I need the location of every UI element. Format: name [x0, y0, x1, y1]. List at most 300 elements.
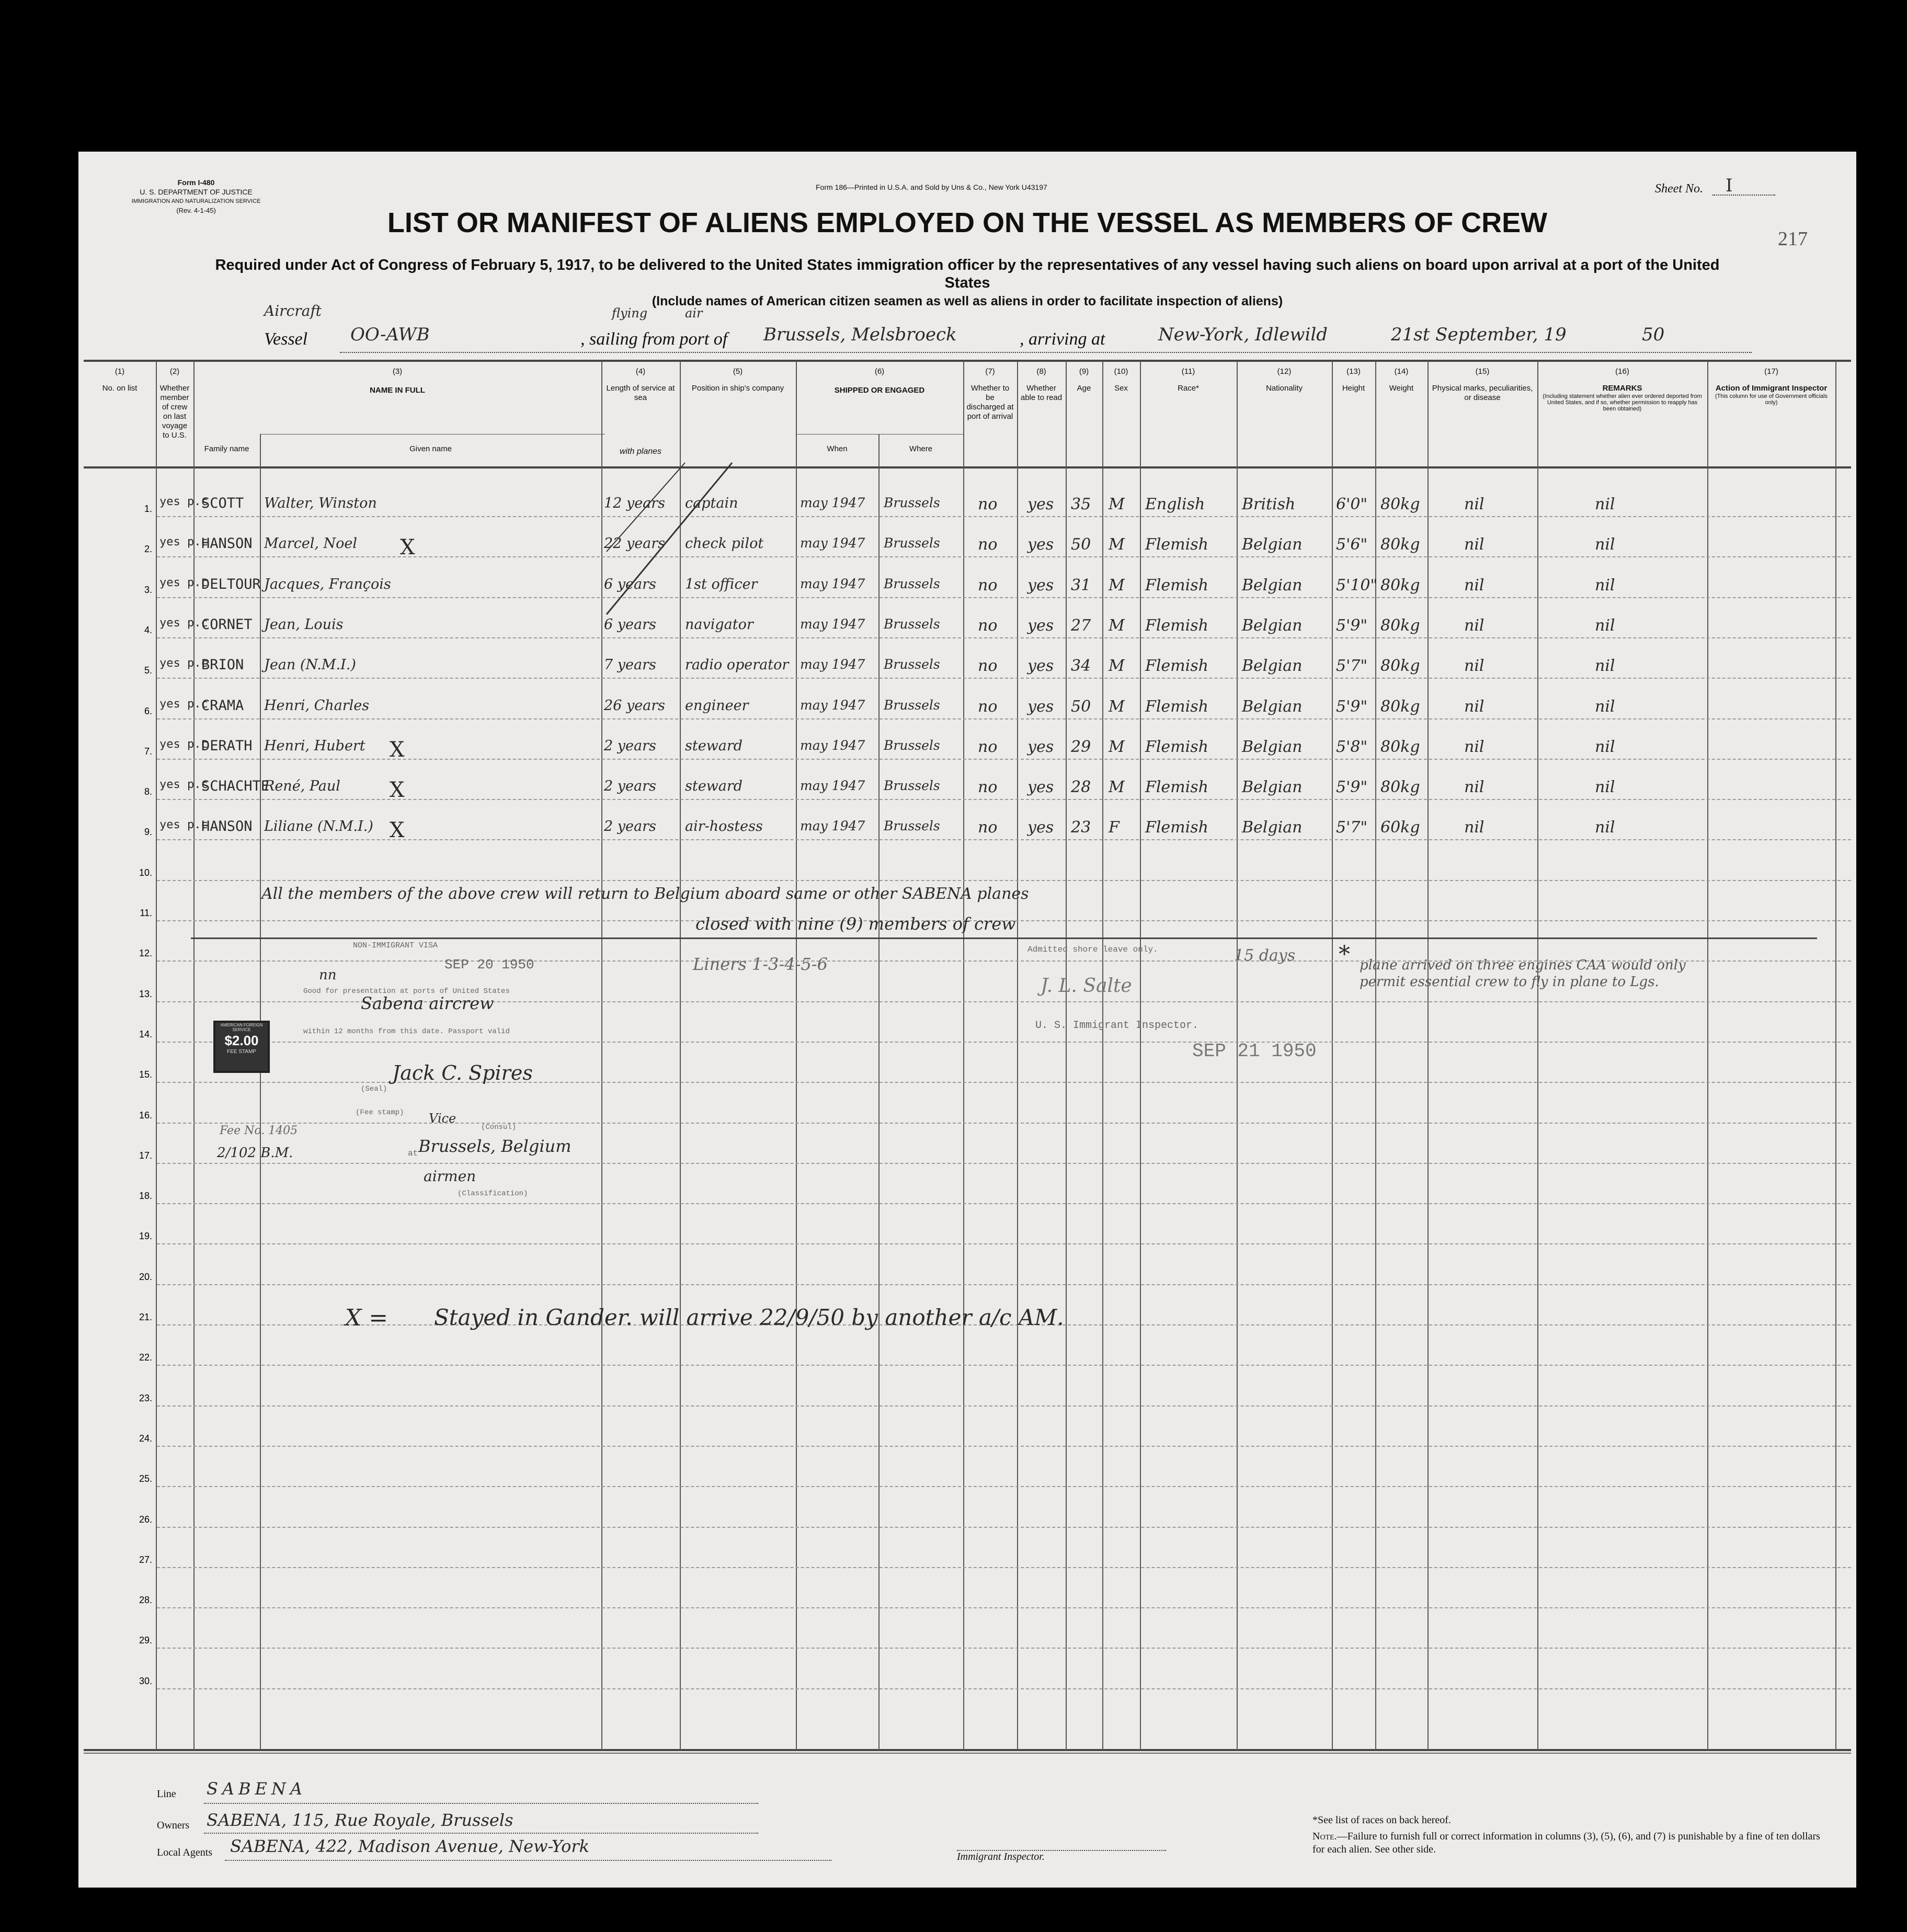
note-label: Note. — [1312, 1831, 1337, 1842]
column-divider — [796, 361, 797, 1751]
row-rule — [157, 1405, 1851, 1407]
crew-height: 5'6" — [1336, 535, 1368, 554]
crew-able-to-read: yes — [1027, 697, 1054, 716]
column-header — [1707, 367, 1835, 406]
crew-age: 29 — [1071, 737, 1091, 756]
column-divider — [193, 361, 195, 1751]
crew-shipped-when: may 1947 — [800, 495, 865, 510]
crew-shipped-where: Brussels — [884, 657, 940, 672]
crew-family-name: DELTOUR — [201, 576, 261, 592]
subtitle: Required under Act of Congress of February 5, 1917, to be delivered to the United States immigration officer by the representatives of any vessel having such aliens on board upon arrival at a port of the United States — [215, 257, 1720, 291]
crew-able-to-read: yes — [1027, 616, 1054, 635]
crew-position: air-hostess — [685, 818, 763, 835]
crew-race: Flemish — [1145, 535, 1208, 554]
crew-discharged: no — [978, 616, 998, 635]
row-rule — [157, 1123, 1851, 1124]
crew-shipped-where: Brussels — [884, 818, 940, 834]
row-number: 8. — [144, 786, 152, 797]
column-header — [1066, 367, 1102, 393]
crew-able-to-read: yes — [1027, 657, 1054, 676]
visa-no: nn — [319, 967, 337, 983]
crew-sex: M — [1109, 495, 1125, 513]
row-number: 5. — [144, 665, 152, 676]
column-number: (1) — [115, 367, 125, 376]
footnote-text: Stayed in Gander. will arrive 22/9/50 by another a/c AM. — [434, 1305, 1064, 1330]
visa-header: NON-IMMIGRANT VISA — [353, 941, 438, 950]
fee-stamp-label: FEE STAMP — [227, 1049, 256, 1055]
column-header — [1375, 367, 1428, 393]
crew-shipped-when: may 1947 — [800, 576, 865, 591]
column-number: (8) — [1036, 367, 1046, 376]
row-number: 15. — [139, 1069, 152, 1080]
crew-able-to-read: yes — [1027, 535, 1054, 554]
line-label: Line — [157, 1788, 176, 1800]
page-title: LIST OR MANIFEST OF ALIENS EMPLOYED ON THE VESSEL AS MEMBERS OF CREW — [387, 207, 1548, 238]
aircraft-label: Aircraft — [264, 302, 322, 319]
manifest-sheet — [78, 152, 1856, 1888]
column-header — [1428, 367, 1537, 403]
crew-position: check pilot — [685, 535, 764, 552]
row-number: 1. — [144, 504, 152, 514]
inspection-date-stamp: SEP 21 1950 — [1192, 1041, 1317, 1062]
crew-given-name: Jean (N.M.I.) — [264, 657, 356, 673]
row-number: 18. — [139, 1191, 152, 1202]
column-number: (3) — [392, 367, 403, 376]
crew-able-to-read: yes — [1027, 495, 1054, 513]
crew-shipped-where: Brussels — [884, 697, 940, 713]
crew-height: 5'9" — [1336, 697, 1368, 716]
column-header — [1537, 367, 1707, 412]
crew-sex: F — [1109, 818, 1120, 837]
column-divider — [1102, 361, 1103, 1751]
column-number: (14) — [1394, 367, 1409, 376]
row-rule — [157, 516, 1851, 517]
column-label: Sex — [1114, 384, 1128, 393]
crew-discharged: no — [978, 495, 998, 513]
column-number: (13) — [1346, 367, 1361, 376]
row-rule — [157, 1527, 1851, 1528]
row-number: 13. — [139, 988, 152, 999]
service-note: with planes — [619, 447, 662, 456]
crew-able-to-read: yes — [1027, 737, 1054, 756]
crew-race: Flemish — [1145, 616, 1208, 635]
row-rule — [157, 1042, 1851, 1043]
sheet-line — [1712, 195, 1775, 196]
crew-sex: M — [1109, 616, 1125, 635]
crew-physical-marks: nil — [1464, 657, 1485, 676]
crew-last-voyage: yes p.c — [159, 818, 208, 832]
crew-age: 23 — [1071, 818, 1091, 837]
crew-family-name: CORNET — [201, 616, 253, 633]
column-number: (5) — [733, 367, 743, 376]
crew-weight: 80kg — [1380, 657, 1420, 676]
crew-given-name: Henri, Charles — [264, 697, 370, 714]
row-number: 2. — [144, 544, 152, 555]
row-rule — [157, 1203, 1851, 1204]
row-rule — [157, 1648, 1851, 1649]
column-subnote: (This column for use of Government officials only) — [1715, 393, 1828, 406]
crew-race: English — [1145, 495, 1205, 513]
crew-height: 5'10" — [1336, 576, 1378, 595]
crew-height: 5'8" — [1336, 737, 1368, 756]
column-label: Length of service at sea — [606, 384, 675, 402]
column-label: Whether to be discharged at port of arrival — [966, 384, 1014, 421]
crew-family-name: HANSON — [201, 818, 253, 835]
crew-weight: 80kg — [1380, 535, 1420, 554]
crew-given-name: Liliane (N.M.I.) — [264, 818, 373, 835]
crew-race: Flemish — [1145, 818, 1208, 837]
crew-nationality: Belgian — [1242, 818, 1303, 837]
crew-race: Flemish — [1145, 697, 1208, 716]
crew-weight: 80kg — [1380, 616, 1420, 635]
agents-value: SABENA, 422, Madison Avenue, New-York — [230, 1836, 590, 1856]
arriving-value: New-York, Idlewild — [1158, 324, 1328, 345]
row-number: 3. — [144, 584, 152, 595]
crew-position: navigator — [685, 616, 753, 633]
column-divider — [1537, 361, 1538, 1751]
row-rule — [157, 880, 1851, 881]
crew-discharged: no — [978, 576, 998, 595]
column-header — [1017, 367, 1066, 403]
crew-race: Flemish — [1145, 737, 1208, 756]
crew-shipped-where: Brussels — [884, 535, 940, 551]
fee-stamp-title: AMERICAN FOREIGN SERVICE — [220, 1023, 263, 1032]
crew-remarks: nil — [1595, 818, 1615, 837]
column-divider — [1066, 361, 1067, 1751]
crew-service: 26 years — [604, 697, 666, 714]
crew-sex: M — [1109, 737, 1125, 756]
visa-seal-label: (Seal) — [361, 1085, 387, 1093]
owners-label: Owners — [157, 1820, 190, 1831]
crew-remarks: nil — [1595, 737, 1615, 756]
crew-last-voyage: yes p.c — [159, 657, 208, 670]
crew-remarks: nil — [1595, 778, 1615, 797]
crew-service: 6 years — [604, 616, 656, 633]
service: IMMIGRATION AND NATURALIZATION SERVICE — [131, 198, 261, 204]
row-rule — [157, 1446, 1851, 1447]
crew-last-voyage: yes p.c — [159, 778, 208, 792]
crew-race: Flemish — [1145, 778, 1208, 797]
column-subheader: Given name — [409, 444, 452, 453]
sailing-label: , sailing from port of — [580, 329, 728, 349]
column-label: Position in ship's company — [691, 384, 784, 393]
row-rule — [157, 1607, 1851, 1608]
column-divider — [1428, 361, 1429, 1751]
footer-inspector-label: Immigrant Inspector. — [957, 1851, 1045, 1862]
row-number: 21. — [139, 1312, 152, 1322]
crew-x-mark: X — [390, 737, 405, 762]
crew-shipped-when: may 1947 — [800, 778, 865, 794]
crew-race: Flemish — [1145, 657, 1208, 676]
crew-discharged: no — [978, 818, 998, 837]
row12-note: Liners 1-3-4-5-6 — [693, 954, 828, 974]
crew-service: 2 years — [604, 778, 656, 795]
crew-discharged: no — [978, 778, 998, 797]
crew-given-name: Walter, Winston — [264, 495, 377, 511]
column-header — [156, 367, 193, 440]
column-number: (10) — [1114, 367, 1128, 376]
column-label: Whether member of crew on last voyage to U.S. — [159, 384, 190, 440]
column-divider — [156, 361, 157, 1751]
visa-vice: Vice — [429, 1111, 456, 1126]
crew-sex: M — [1109, 535, 1125, 554]
crew-given-name: Henri, Hubert — [264, 737, 366, 754]
crew-remarks: nil — [1595, 535, 1615, 554]
column-number: (16) — [1615, 367, 1629, 376]
from-value: Brussels, Melsbroeck — [763, 324, 957, 345]
inspector-signature: J. L. Salte — [1041, 975, 1132, 997]
crew-shipped-when: may 1947 — [800, 818, 865, 834]
flying-label: flying — [612, 306, 648, 321]
crew-nationality: Belgian — [1242, 657, 1303, 676]
row10-note: All the members of the above crew will return to Belgium aboard same or other SABENA planes — [261, 885, 1029, 903]
name-subheader-line — [260, 434, 605, 435]
visa-city: Brussels, Belgium — [418, 1136, 572, 1156]
race-note: *See list of races on back hereof. — [1312, 1814, 1451, 1826]
crew-height: 5'7" — [1336, 657, 1368, 676]
column-header — [796, 367, 963, 395]
row-number: 7. — [144, 746, 152, 757]
column-label: Race* — [1178, 384, 1199, 393]
crew-discharged: no — [978, 535, 998, 554]
row-number: 10. — [139, 867, 152, 878]
column-number: (9) — [1079, 367, 1089, 376]
crew-service: 6 years — [604, 576, 656, 592]
row-rule — [157, 1688, 1851, 1689]
crew-weight: 80kg — [1380, 495, 1420, 513]
column-divider — [1375, 361, 1376, 1751]
row-rule — [157, 1163, 1851, 1164]
crew-shipped-when: may 1947 — [800, 737, 865, 753]
column-label: Physical marks, peculiarities, or disease — [1432, 384, 1533, 402]
form-number: Form I-480 — [177, 178, 215, 187]
crew-physical-marks: nil — [1464, 737, 1485, 756]
row11-note: closed with nine (9) members of crew — [695, 914, 1016, 934]
row-number: 16. — [139, 1110, 152, 1121]
crew-service: 12 years — [604, 495, 666, 511]
row-number: 20. — [139, 1271, 152, 1282]
column-label: Nationality — [1265, 384, 1303, 393]
column-subnote: (Including statement whether alien ever ordered deported from United States, and if so, whether permission to reapply has been obtained) — [1543, 393, 1702, 412]
crew-physical-marks: nil — [1464, 778, 1485, 797]
column-divider — [1017, 361, 1018, 1751]
sheet-label: Sheet No. — [1655, 182, 1703, 196]
column-number: (11) — [1181, 367, 1195, 376]
column-label: Whether able to read — [1020, 384, 1063, 402]
instruction-note: (Include names of American citizen seamen as well as aliens in order to facilitate inspection of aliens) — [652, 294, 1283, 308]
crew-shipped-where: Brussels — [884, 737, 940, 753]
crew-sex: M — [1109, 657, 1125, 676]
column-header — [680, 367, 796, 393]
crew-last-voyage: yes p.c — [159, 535, 208, 549]
crew-last-voyage: yes p.c — [159, 697, 208, 711]
visa-date: SEP 20 1950 — [444, 957, 534, 973]
crew-able-to-read: yes — [1027, 818, 1054, 837]
crew-family-name: CRAMA — [201, 697, 244, 714]
row-rule — [157, 1284, 1851, 1285]
column-label: Age — [1077, 384, 1091, 393]
column-header — [963, 367, 1017, 421]
vessel-value: OO-AWB — [350, 324, 430, 345]
column-header — [1332, 367, 1375, 393]
crew-service: 7 years — [604, 657, 656, 673]
column-divider — [878, 434, 880, 1751]
column-subheader: Family name — [204, 444, 249, 453]
crew-nationality: Belgian — [1242, 697, 1303, 716]
column-header — [193, 367, 601, 395]
crew-height: 5'9" — [1336, 616, 1368, 635]
shore-leave-stamp: Admitted shore leave only. — [1027, 945, 1158, 954]
sheet-number: I — [1726, 175, 1733, 196]
crew-last-voyage: yes p.c — [159, 616, 208, 630]
column-label: No. on list — [102, 384, 138, 393]
closing-line — [191, 938, 1817, 939]
row-number: 19. — [139, 1231, 152, 1242]
crew-physical-marks: nil — [1464, 697, 1485, 716]
crew-nationality: Belgian — [1242, 535, 1303, 554]
crew-position: engineer — [685, 697, 749, 714]
crew-age: 50 — [1071, 535, 1091, 554]
visa-line2: within 12 months from this date. Passport valid — [303, 1027, 510, 1036]
crew-height: 6'0" — [1336, 495, 1368, 513]
column-label: SHIPPED OR ENGAGED — [834, 386, 925, 395]
crew-service: 2 years — [604, 737, 656, 754]
crew-position: radio operator — [685, 657, 789, 673]
page-number: 217 — [1778, 228, 1808, 250]
crew-able-to-read: yes — [1027, 576, 1054, 595]
crew-remarks: nil — [1595, 576, 1615, 595]
crew-weight: 80kg — [1380, 576, 1420, 595]
crew-family-name: SCHACHTE — [201, 778, 270, 795]
line-underline — [204, 1803, 758, 1804]
remark-note: plane arrived on three engines CAA would only permit essential crew to fly in plane to Lgs. — [1360, 957, 1686, 990]
row-number: 26. — [139, 1514, 152, 1525]
fee-stamp-amount: $2.00 — [224, 1033, 259, 1048]
column-number: (2) — [169, 367, 180, 376]
row-rule — [157, 637, 1851, 638]
footnote-marker: X = — [345, 1305, 389, 1331]
row-number: 12. — [139, 948, 152, 959]
crew-nationality: Belgian — [1242, 616, 1303, 635]
crew-given-name: Marcel, Noel — [264, 535, 358, 552]
crew-shipped-when: may 1947 — [800, 535, 865, 551]
crew-physical-marks: nil — [1464, 818, 1485, 837]
fee-date: 2/102 B.M. — [217, 1145, 293, 1161]
crew-able-to-read: yes — [1027, 778, 1054, 797]
column-number: (17) — [1764, 367, 1778, 376]
crew-family-name: BRION — [201, 657, 244, 673]
column-number: (7) — [985, 367, 995, 376]
row-number: 23. — [139, 1392, 152, 1403]
arriving-label: , arriving at — [1020, 329, 1105, 349]
crew-nationality: Belgian — [1242, 737, 1303, 756]
crew-physical-marks: nil — [1464, 495, 1485, 513]
crew-service: 2 years — [604, 818, 656, 835]
crew-age: 28 — [1071, 778, 1091, 797]
inspector-stamp-label: U. S. Immigrant Inspector. — [1035, 1020, 1199, 1032]
crew-position: captain — [685, 495, 738, 511]
crew-last-voyage: yes p.c — [159, 495, 208, 508]
row-number: 6. — [144, 705, 152, 716]
crew-family-name: DERATH — [201, 737, 253, 754]
row-rule — [157, 1365, 1851, 1366]
row-number: 9. — [144, 827, 152, 838]
visa-classification-label: (Classification) — [458, 1190, 528, 1198]
visa-name: Sabena aircrew — [361, 993, 494, 1013]
column-label: Action of Immigrant Inspector — [1715, 384, 1828, 393]
owners-value: SABENA, 115, Rue Royale, Brussels — [207, 1810, 513, 1830]
column-label: Weight — [1389, 384, 1414, 393]
note-text: —Failure to furnish full or correct information in columns (3), (5), (6), and (7) is punishable by a fine of ten dollars for each alien. See other side. — [1312, 1831, 1820, 1855]
row-rule — [157, 678, 1851, 679]
crew-remarks: nil — [1595, 657, 1615, 676]
crew-shipped-where: Brussels — [884, 778, 940, 794]
crew-age: 34 — [1071, 657, 1091, 676]
visa-fee-label: (Fee stamp) — [356, 1108, 404, 1117]
column-header — [84, 367, 156, 393]
crew-shipped-where: Brussels — [884, 576, 940, 591]
column-number: (6) — [874, 367, 885, 376]
crew-weight: 80kg — [1380, 778, 1420, 797]
row-number: 4. — [144, 624, 152, 635]
crew-sex: M — [1109, 697, 1125, 716]
column-subheader: When — [827, 444, 848, 453]
crew-weight: 80kg — [1380, 737, 1420, 756]
crew-family-name: HANSON — [201, 535, 253, 552]
row-number: 29. — [139, 1635, 152, 1646]
crew-shipped-when: may 1947 — [800, 697, 865, 713]
crew-discharged: no — [978, 657, 998, 676]
crew-position: steward — [685, 737, 743, 754]
column-label: Height — [1342, 384, 1365, 393]
crew-weight: 60kg — [1380, 818, 1420, 837]
crew-sex: M — [1109, 576, 1125, 595]
column-header — [1237, 367, 1332, 393]
visa-line1: Good for presentation at ports of United States — [303, 987, 510, 996]
crew-last-voyage: yes p.c — [159, 737, 208, 751]
visa-consul-label: (Consul) — [481, 1123, 517, 1131]
arrival-year: 50 — [1642, 324, 1665, 345]
row-rule — [157, 597, 1851, 598]
days-note: 15 days — [1234, 946, 1296, 965]
column-header — [1140, 367, 1237, 393]
crew-weight: 80kg — [1380, 697, 1420, 716]
crew-x-mark: X — [400, 535, 415, 560]
column-number: (4) — [635, 367, 646, 376]
table-bottom-border — [84, 1749, 1851, 1751]
crew-remarks: nil — [1595, 495, 1615, 513]
remark-star: * — [1339, 941, 1350, 968]
crew-discharged: no — [978, 697, 998, 716]
penalty-note — [1312, 1830, 1825, 1856]
crew-age: 27 — [1071, 616, 1091, 635]
shipped-subheader-line — [796, 434, 963, 435]
visa-at-label: at — [408, 1149, 418, 1158]
crew-age: 35 — [1071, 495, 1091, 513]
owners-underline — [204, 1833, 758, 1834]
line-value: SABENA — [207, 1779, 307, 1799]
crew-last-voyage: yes p.c — [159, 576, 208, 589]
column-number: (12) — [1277, 367, 1292, 376]
crew-x-mark: X — [390, 778, 405, 803]
revision: (Rev. 4-1-45) — [176, 207, 216, 214]
crew-given-name: Jean, Louis — [264, 616, 344, 633]
visa-signature: Jack C. Spires — [392, 1061, 533, 1084]
crew-height: 5'9" — [1336, 778, 1368, 797]
column-divider — [963, 361, 964, 1751]
crew-age: 31 — [1071, 576, 1091, 595]
row-number: 28. — [139, 1595, 152, 1606]
